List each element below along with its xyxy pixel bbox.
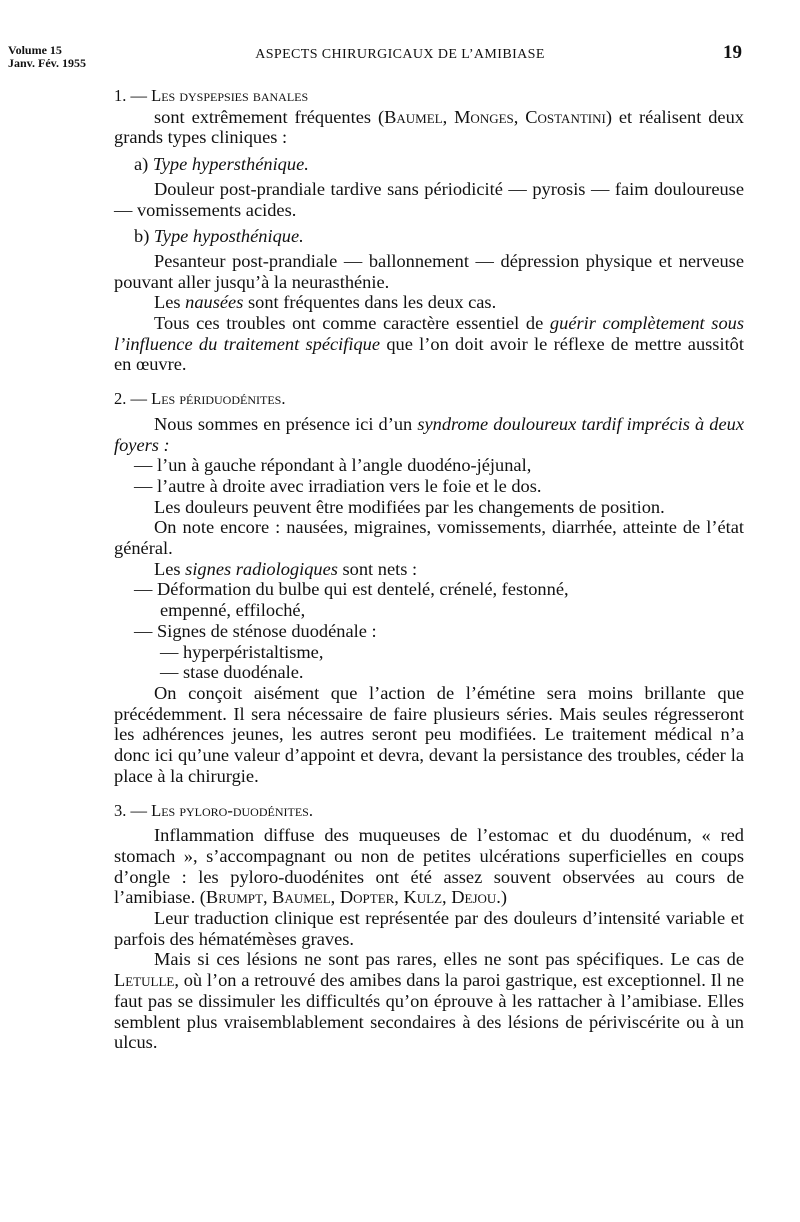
issue-date: Janv. Fév. 1955 [8,56,87,70]
list-item: — l’un à gauche répondant à l’angle duodéno-jéjunal, [134,455,532,476]
page-number: 19 [723,42,742,63]
heading-number: 2. — [114,389,152,409]
section-heading-2 [114,389,744,410]
heading-number: 1. — [114,86,152,105]
paragraph: On conçoit aisément que l’action de l’émétine sera moins brillante que précédemment. Il sera nécessaire de faire plusieurs séries. Mais seules régresseront les adhérences jeunes, les autres seront peu modifiées. Le traitement médical n’a donc ici qu’une valeur d’appoint et devra, devant la persistance des troubles, céder la place à la chirurgie. [114,682,744,786]
text: , où l’on a retrouvé des amibes dans la paroi gastrique, est exceptionnel. Il ne faut pas se dissimuler les difficultés qu’on éprouve à les rattacher à l’amibiase. Elles semblent plus vraisemblablement secondaires à des lésions de périviscérite ou à un ulcus. [114,970,744,1053]
text: Tous ces troubles ont comme caractère essentiel de [154,313,550,334]
paragraph [114,313,744,375]
author-names: Brumpt, Baumel, Dopter, Kulz, Dejou. [205,887,501,908]
text: ) et réalisent deux grands types cliniques : [114,106,744,148]
paragraph [114,949,744,1053]
subheading-a [114,154,744,175]
emphasis: nausées [185,292,244,313]
paragraph [114,292,744,313]
text: ) [500,887,508,908]
paragraph [114,414,744,455]
list-item-continuation: empenné, effiloché, [160,600,306,621]
sub-list-item: — stase duodénale. [160,662,304,683]
section-heading-3 [114,801,744,822]
emphasis: signes radiologiques [185,558,338,579]
emphasis: syndrome douloureux tardif imprécis à deux foyers : [114,413,745,455]
running-title: ASPECTS CHIRURGICAUX DE L’AMIBIASE [255,47,545,62]
heading-text: Les dyspepsies banales [151,86,309,105]
text: sont extrêmement fréquentes ( [154,106,385,127]
heading-text: Les pyloro-duodénites. [151,800,313,820]
text: Inflammation diffuse des muqueuses de l’estomac et du duodénum, « red stomach », s’accompagnant ou non de petites ulcérations superficielles en coups d’ongle : les pyloro-duodénites ont été assez souvent observées au cours de l’amibiase. ( [114,825,744,908]
label: b) [134,226,154,247]
text: Les [154,292,186,313]
subheading-title: Type hyposthénique. [153,226,304,247]
paragraph: On note encore : nausées, migraines, vomissements, diarrhée, atteinte de l’état général. [114,517,744,559]
paragraph [114,559,744,580]
list-item: — Signes de sténose duodénale : [134,620,377,641]
heading-number: 3. — [114,800,152,820]
author-names: Baumel, Monges, Costantini [384,106,606,127]
text: Mais si ces lésions ne sont pas rares, elles ne sont pas spécifiques. Le cas de [154,949,744,970]
list-item: — l’autre à droite avec irradiation vers le foie et le dos. [134,475,542,496]
sub-list-item: — hyperpéristaltisme, [160,641,324,662]
subheading-b [114,226,744,247]
text: que l’on doit avoir le réflexe de mettre aussitôt en œuvre. [114,333,744,375]
volume-label: Volume 15 [8,43,62,57]
text: sont nets : [337,558,418,579]
subheading-title: Type hypersthénique. [152,154,309,175]
label: a) [134,154,153,175]
text: Nous sommes en présence ici d’un [154,413,418,434]
emphasis: guérir complètement sous l’influence du traitement spécifique [114,313,744,354]
heading-text: Les périduodénites. [151,389,286,409]
paragraph: Leur traduction clinique est représentée par des douleurs d’intensité variable et parfois des hématémèses graves. [114,908,744,949]
paragraph [114,107,744,148]
section-heading-1 [114,86,744,107]
author-name: Letulle [114,970,175,991]
paragraph [114,825,744,908]
text: sont fréquentes dans les deux cas. [243,292,497,313]
paragraph: Pesanteur post-prandiale — ballonnement — dépression physique et nerveuse pouvant aller jusqu’à la neurasthénie. [114,250,744,292]
paragraph: Douleur post-prandiale tardive sans périodicité — pyrosis — faim douloureuse — vomissements acides. [114,178,744,220]
list-item: — Déformation du bulbe qui est dentelé, crénelé, festonné, [134,579,569,600]
text: Les [154,558,186,579]
article-body [114,86,744,1053]
paragraph: Les douleurs peuvent être modifiées par les changements de position. [154,496,665,517]
